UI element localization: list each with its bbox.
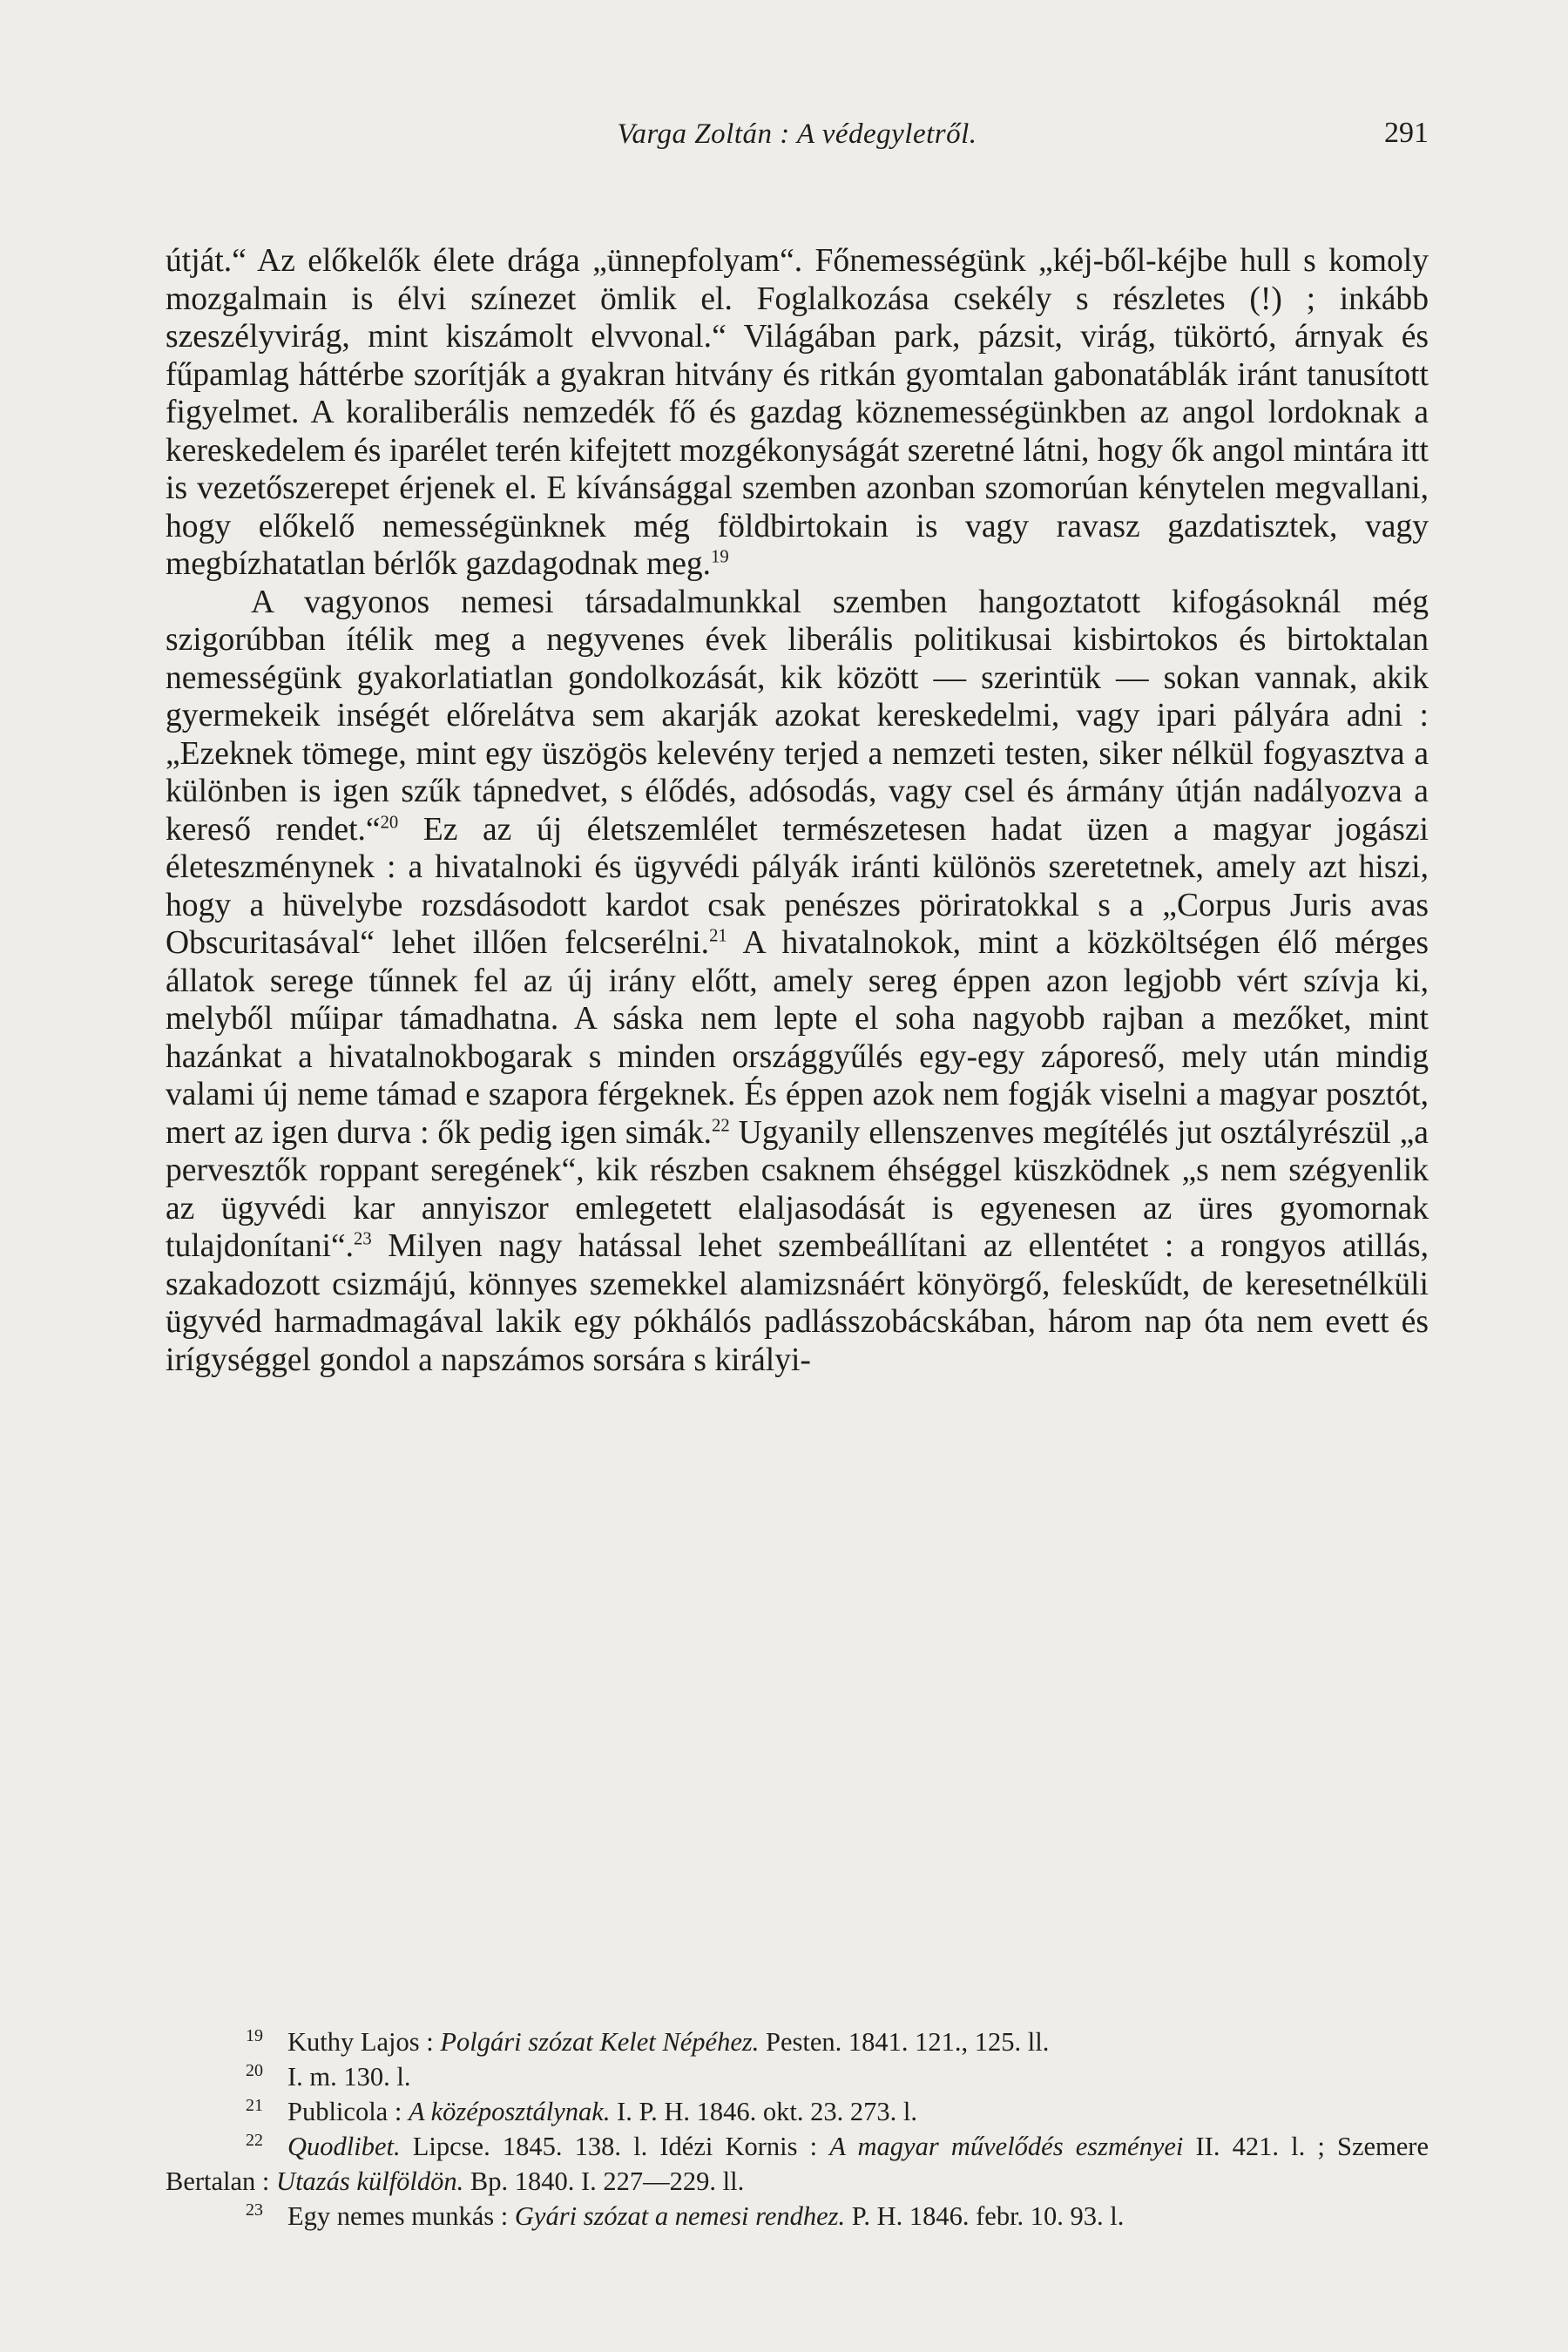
text-run: I. m. 130. l.: [287, 2062, 411, 2092]
paragraph-1: [166, 242, 1429, 584]
footnote-20: 20 I. m. 130. l.: [246, 2060, 411, 2092]
main-text: [166, 242, 1429, 1379]
footnote-ref: 20: [380, 812, 399, 832]
italic-title: A magyar művelődés eszményei: [829, 2132, 1184, 2161]
italic-title: Utazás külföldön.: [276, 2166, 464, 2196]
text-run: A hivatalnokok, mint a közköltségen élő mérges állatok serege tűnnek fel az új irány előtt, amely sereg éppen azon legjobb vért szívja ki, melyből műipar támadhatna. A sáska nem lepte el soha nagyobb rajban a mezőket, mint hazánkat a hivatalnokbogarak s minden országgyűlés egy-egy záporeső, mely után mindig valami új neme támad e szapora férgeknek. És éppen azok nem fogják viselni a magyar posztót, mert az igen durva : ők pedig igen simák.: [166, 925, 1429, 1151]
italic-title: Quodlibet.: [287, 2132, 401, 2161]
text-run: Publicola :: [287, 2097, 409, 2126]
text-run: II. 421. l. ; Szemere Bertalan :: [166, 2132, 1429, 2196]
running-head: Varga Zoltán : A védegyletről.: [617, 118, 977, 150]
text-run: A vagyonos nemesi társadalmunkkal szemben hangoztatott kifogásoknál még szigorúbban ítélik meg a negyvenes évek liberális politikusai kisbirtokos és birtoktalan nemességünk gyakorlatiatlan gondolkozását, kik között — szerintük — sokan vannak, akik gyermekeik inségét előrelátva sem akarják azokat kereskedelmi, vagy ipari pályára adni : „Ezeknek tömege, mint egy üszögös kelevény terjed a nemzeti testen, siker nélkül fogyasztva a különben is igen szűk tápnedvet, s élődés, adósodás, vagy csel és ármány útján nadályozva a kereső rendet.“: [166, 584, 1429, 848]
italic-title: A középosztálynak.: [408, 2097, 611, 2126]
footnote-19: 19 Kuthy Lajos : Polgári szózat Kelet Népéhez. Pesten. 1841. 121., 125. ll.: [246, 2025, 1050, 2057]
footnote-23: 23 Egy nemes munkás : Gyári szózat a nemesi rendhez. P. H. 1846. febr. 10. 93. l.: [246, 2200, 1125, 2231]
text-run: Ugyanily ellenszenves megítélés jut osztályrészül „a pervesztők roppant seregének“, kik részben csaknem éhséggel küszködnek „s nem szégyenlik az ügyvédi kar annyiszor emlegetett elaljasodását is egyenesen az üres gyomornak tulajdonítani“.: [166, 1114, 1429, 1264]
footnote-ref: 21: [709, 926, 727, 946]
text-run: Ez az új életszemlélet természetesen hadat üzen a magyar jogászi életeszménynek : a hivatalnoki és ügyvédi pályák iránti különös szeretetnek, amely azt hiszi, hogy a hüvelybe rozsdásodott kardot csak penészes pöriratokkal s a „Corpus Juris avas Obscuritasával“ lehet illően felcserélni.: [166, 811, 1429, 961]
footnote-ref: 23: [354, 1229, 372, 1249]
text-run: I. P. H. 1846. okt. 23. 273. l.: [610, 2097, 917, 2126]
text-run: útját.“ Az előkelők élete drága „ünnepfolyam“. Főnemességünk „kéj-ből-kéjbe hull s komoly mozgalmain is élvi színezet ömlik el. Foglalkozása csekély s részletes (!) ; inkább szeszélyvirág, mint kiszámolt elvvonal.“ Világában park, pázsit, virág, tükörtó, árnyak és fűpamlag háttérbe szorítják a gyakran hitvány és ritkán gyomtalan gabonatáblák iránt tanusított figyelmet. A koraliberális nemzedék fő és gazdag köznemességünkben az angol lordoknak a kereskedelem és iparélet terén kifejtett mozgékonyságát szeretné látni, hogy ők angol mintára itt is vezetőszerepet érjenek el. E kívánsággal szemben azonban szomorúan kénytelen megvallani, hogy előkelő nemességünknek még földbirtokain is vagy ravasz gazdatisztek, vagy megbízhatatlan bérlők gazdagodnak meg.: [166, 243, 1429, 582]
text-run: P. H. 1846. febr. 10. 93. l.: [845, 2201, 1125, 2231]
footnote-ref: 19: [711, 547, 729, 567]
text-run: Lipcse. 1845. 138. l. Idézi Kornis :: [400, 2132, 830, 2161]
text-run: Bp. 1840. I. 227—229. ll.: [463, 2166, 745, 2196]
italic-title: Gyári szózat a nemesi rendhez.: [514, 2201, 846, 2231]
page-header: [166, 112, 1429, 164]
footnote-ref: 22: [712, 1115, 730, 1135]
footnote-22: 22 Quodlibet. Lipcse. 1845. 138. l. Idézi Kornis : A magyar művelődés eszményei II. 421. l. ; Szemere Bertalan : Utazás külföldön. Bp. 1840. I. 227—229. ll.: [166, 2130, 1429, 2196]
text-run: Kuthy Lajos :: [287, 2027, 441, 2057]
page-number: 291: [1384, 117, 1429, 149]
footnote-21: 21 Publicola : A középosztálynak. I. P. H. 1846. okt. 23. 273. l.: [246, 2095, 917, 2126]
text-run: Pesten. 1841. 121., 125. ll.: [759, 2027, 1050, 2057]
text-run: Egy nemes munkás :: [287, 2201, 515, 2231]
italic-title: Polgári szózat Kelet Népéhez.: [440, 2027, 760, 2057]
footnotes: [166, 2024, 1429, 2234]
text-run: Milyen nagy hatással lehet szembeállítani az ellentétet : a rongyos atillás, szakadozott csizmájú, könnyes szemekkel alamizsnáért könyörgő, feleskűdt, de keresetnélküli ügyvéd harmadmagával lakik egy pókhálós padlásszobácskában, három nap óta nem evett és irígységgel gondol a napszámos sorsára s királyi-: [166, 1228, 1429, 1378]
paragraph-2: [166, 584, 1429, 1380]
